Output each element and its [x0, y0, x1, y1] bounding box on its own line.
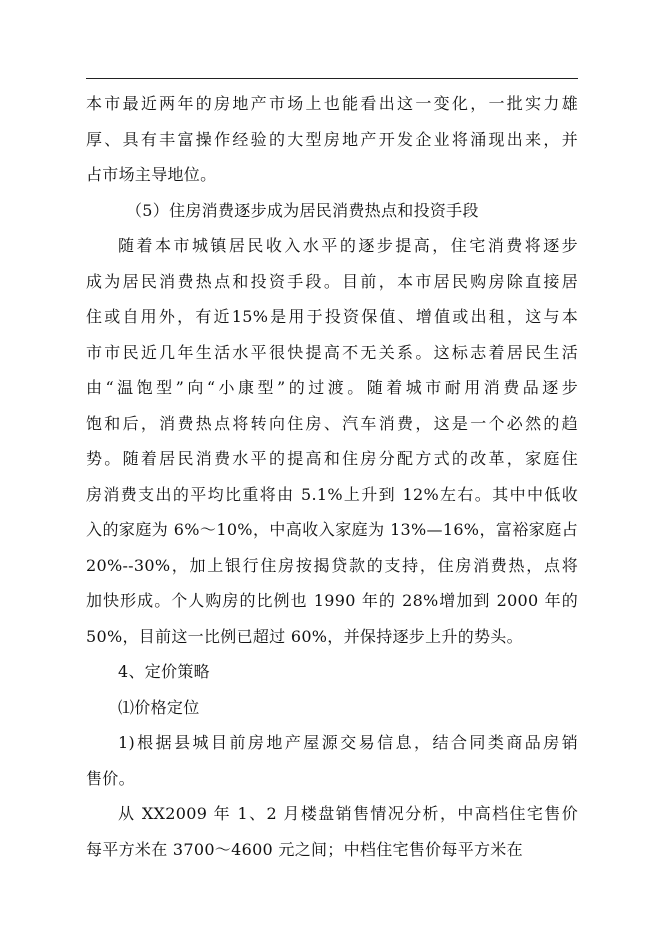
text-line: 由“温饱型”向“小康型”的过渡。随着城市耐用消费品逐步	[86, 378, 578, 397]
text-line: 本市最近两年的房地产市场上也能看出这一变化，一批实力雄	[86, 94, 578, 113]
header-rule	[86, 78, 578, 79]
text-line: 入的家庭为 6%～10%，中高收入家庭为 13%—16%，富裕家庭占	[86, 520, 578, 539]
text-line: 成为居民消费热点和投资手段。目前，本市居民购房除直接居	[86, 271, 578, 291]
text-line: 1)根据县城目前房地产屋源交易信息，结合同类商品房销	[118, 733, 578, 752]
text-line: 住或自用外，有近15%是用于投资保值、增值或出租，这与本	[86, 307, 578, 326]
text-line: 占市场主导地位。	[86, 165, 217, 184]
text-line: 厚、具有丰富操作经验的大型房地产开发企业将涌现出来，并	[86, 129, 578, 149]
text-line: 50%，目前这一比例已超过 60%，并保持逐步上升的势头。	[86, 626, 523, 646]
text-line: 售价。	[86, 768, 135, 788]
section-heading: 4、定价策略	[118, 662, 210, 681]
text-line: 饱和后，消费热点将转向住房、汽车消费，这是一个必然的趋	[86, 413, 578, 433]
text-line: 势。随着居民消费水平的提高和住房分配方式的改革，家庭住	[86, 449, 578, 468]
document-body	[86, 86, 578, 867]
text-line: 随着本市城镇居民收入水平的逐步提高，住宅消费将逐步	[118, 236, 578, 255]
text-line: 每平方米在 3700～4600 元之间；中档住宅售价每平方米在	[86, 839, 523, 859]
text-line: 房消费支出的平均比重将由 5.1%上升到 12%左右。其中中低收	[86, 484, 578, 504]
section-heading: （5）住房消费逐步成为居民消费热点和投资手段	[126, 200, 479, 220]
subsection-heading: ⑴价格定位	[118, 697, 200, 717]
text-line: 加快形成。个人购房的比例也 1990 年的 28%增加到 2000 年的	[86, 591, 578, 610]
text-line: 市市民近几年生活水平很快提高不无关系。这标志着居民生活	[86, 342, 578, 362]
text-line: 20%--30%，加上银行住房按揭贷款的支持，住房消费热，点将	[86, 555, 578, 575]
text-line: 从 XX2009 年 1、2 月楼盘销售情况分析，中高档住宅售价	[118, 804, 578, 823]
